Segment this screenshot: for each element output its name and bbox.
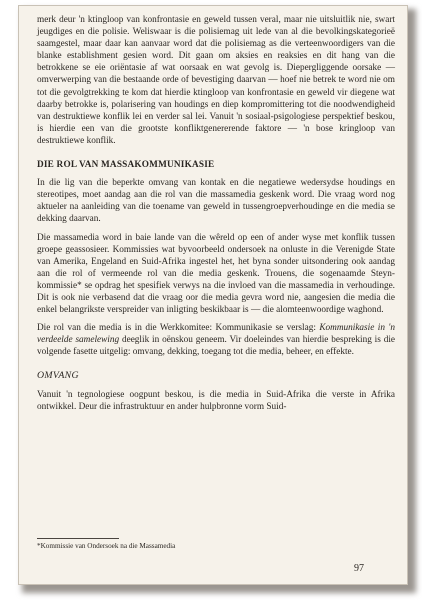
paragraph-text: Die rol van die media is in die Werkkomitee: Kommunikasie se verslag:	[37, 323, 320, 334]
paragraph: Vanuit 'n tegnologiese oogpunt beskou, is die media in Suid-Afrika die verste in Afrika ontwikkel. Deur die infrastruktuur en ander hulpbronne vorm Suid-	[37, 389, 395, 412]
book-page	[18, 5, 408, 585]
paragraph: Die massamedia word in baie lande van die wêreld op een of ander wyse met konflik tussen groepe geassosieer. Kommissies wat byvoorbeeld ondersoek na onluste in die Verenigde State van Amerika, Engeland en Suid-Afrika ingestel het, het byna sonder uitsondering ook aandag aan die rol of vermeende rol van die media geskenk. Trouens, die sogenaamde Steyn-kommissie* se opdrag het spesifiek verwys na die invloed van die massamedia in verhoudinge. Dit is ook nie verbasend dat die vraag oor die media gevra word nie, aangesien die media die enkel belangrikste verspreider van inligting beskikbaar is — die alomteenwoordige waghond.	[37, 232, 395, 316]
paragraph: merk deur 'n ktingloop van konfrontasie en geweld tussen veral, maar nie uitsluitlik nie, swart jeugdiges en die polisie. Weliswaar is die polisiemag uit lede van al die bevolkingskategorieë saamgestel, maar daar kan aanvaar word dat die polisiemag as die verteenwoordigers van die blanke establishment gesien word. Dit gaan om aksies en reaksies en dit hang van die betrokkene se eie oriëntasie af wat oorsaak en wat gevolg is. Diepergliggende oorsake — omverwerping van die bestaande orde of bevestiging daarvan — hoef nie betrek te word nie om tot die gevolgtrekking te kom dat hierdie ktingloop van konfrontasie en geweld vir diegene wat daarby betrokke is, polarisering van houdings en diep kompromittering tot die noodwendigheid van destruktiewe konflik lei en verder sal lei. Vanuit 'n sosiaal-psigologiese perspektief beskou, is hierdie een van die grootste konfliktgenererende faktore — 'n bose kringloop van destruktiewe konflik.	[37, 15, 395, 146]
paragraph: In die lig van die beperkte omvang van kontak en die negatiewe wedersydse houdings en stereotipes, moet aandag aan die rol van die massamedia geskenk word. Die vraag word nog aktueler na aanleiding van die toename van geweld in tussengroepverhoudinge en die media se dekking daarvan.	[37, 178, 395, 225]
report-title: Kommunikasie in 'n verdeelde samelewing	[37, 323, 396, 346]
paragraph	[37, 322, 395, 358]
footnote: *Kommissie van Ondersoek na die Massamedia	[37, 542, 176, 550]
subsection-heading: OMVANG	[37, 370, 79, 382]
paragraph-text: deeglik in oënskou geneem. Vir doeleindes van hierdie bespreking is die volgende fasette uitgelig: omvang, dekking, toegang tot die media, beheer, en effekte.	[37, 335, 395, 358]
page-number: 97	[354, 563, 364, 574]
page-content	[37, 14, 395, 419]
footnote-divider	[37, 538, 119, 539]
section-heading: DIE ROL VAN MASSAKOMMUNIKASIE	[37, 160, 215, 171]
